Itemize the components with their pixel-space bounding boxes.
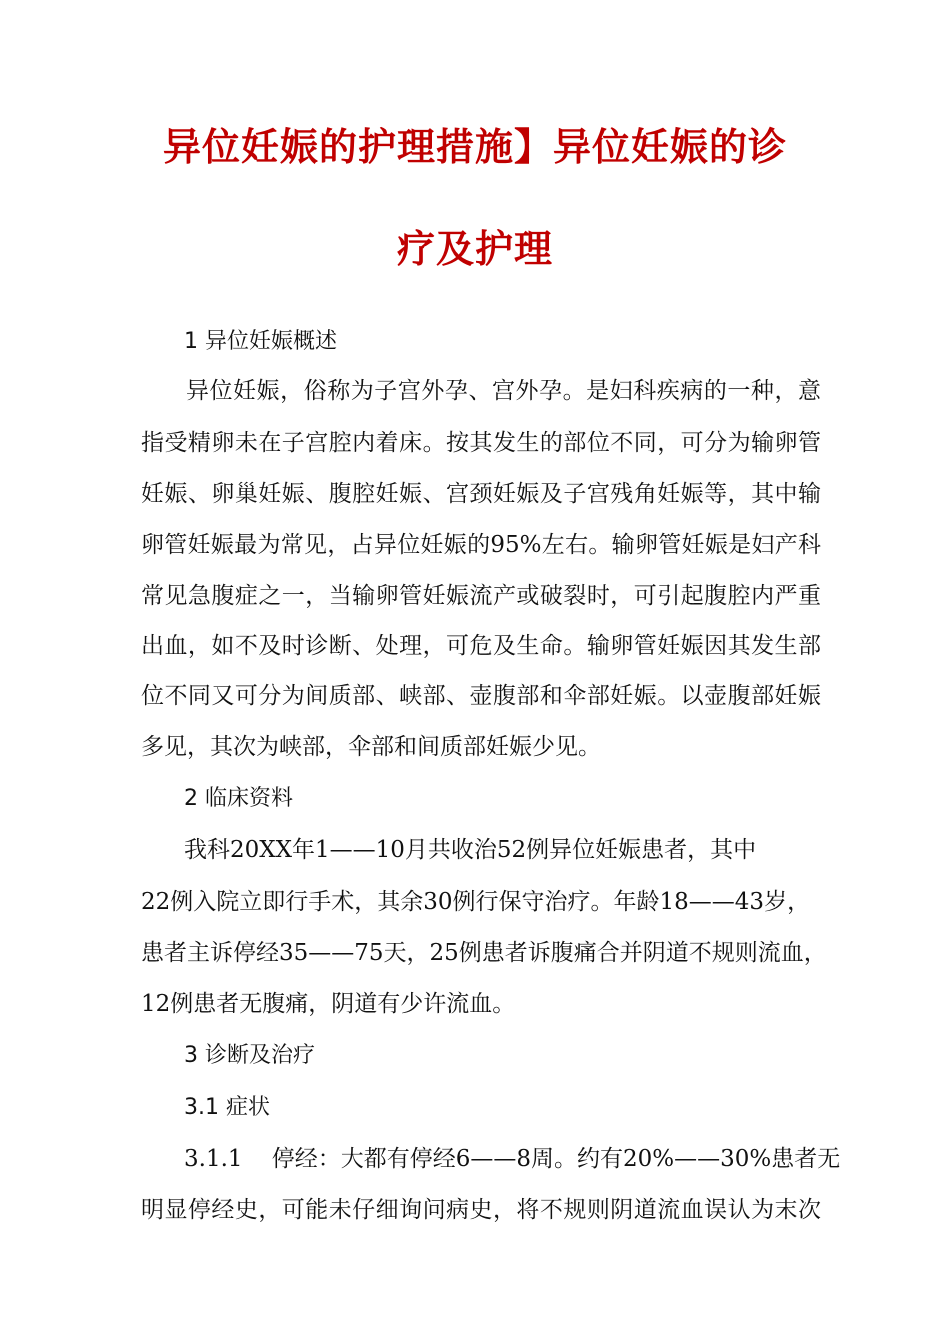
paragraph-3-1-1-line: 3.1.1 停经：大都有停经6——8周。约有20%——30%患者无	[184, 1146, 841, 1172]
paragraph-2-line: 患者主诉停经35——75天，25例患者诉腹痛合并阴道不规则流血，	[141, 940, 827, 966]
paragraph-1-line: 异位妊娠，俗称为子宫外孕、宫外孕。是妇科疾病的一种，意	[186, 378, 821, 404]
paragraph-1-line: 出血，如不及时诊断、处理，可危及生命。输卵管妊娠因其发生部	[141, 633, 821, 659]
document-title-line-2: 疗及护理	[396, 227, 553, 271]
paragraph-2-line: 我科20XX年1——10月共收治52例异位妊娠患者，其中	[184, 837, 757, 863]
paragraph-1-line: 常见急腹症之一，当输卵管妊娠流产或破裂时，可引起腹腔内严重	[141, 583, 821, 609]
paragraph-2-line: 12例患者无腹痛，阴道有少许流血。	[141, 991, 516, 1017]
paragraph-1-line: 卵管妊娠最为常见，占异位妊娠的95%左右。输卵管妊娠是妇产科	[141, 532, 821, 558]
paragraph-1-line: 妊娠、卵巢妊娠、腹腔妊娠、宫颈妊娠及子宫残角妊娠等，其中输	[141, 481, 821, 507]
document-title-line-1: 异位妊娠的护理措施】异位妊娠的诊	[162, 125, 787, 169]
paragraph-3-1-1-line: 明显停经史，可能未仔细询问病史，将不规则阴道流血误认为末次	[141, 1197, 821, 1223]
section-heading-3-1: 3.1 症状	[184, 1095, 270, 1120]
paragraph-1-line: 指受精卵未在子宫腔内着床。按其发生的部位不同，可分为输卵管	[141, 430, 821, 456]
section-heading-1: 1 异位妊娠概述	[184, 329, 337, 354]
section-heading-2: 2 临床资料	[184, 786, 293, 811]
paragraph-1-line: 位不同又可分为间质部、峡部、壶腹部和伞部妊娠。以壶腹部妊娠	[141, 683, 821, 709]
paragraph-1-line: 多见，其次为峡部，伞部和间质部妊娠少见。	[141, 734, 601, 760]
paragraph-2-line: 22例入院立即行手术，其余30例行保守治疗。年龄18——43岁，	[141, 889, 811, 915]
section-heading-3: 3 诊断及治疗	[184, 1043, 315, 1068]
